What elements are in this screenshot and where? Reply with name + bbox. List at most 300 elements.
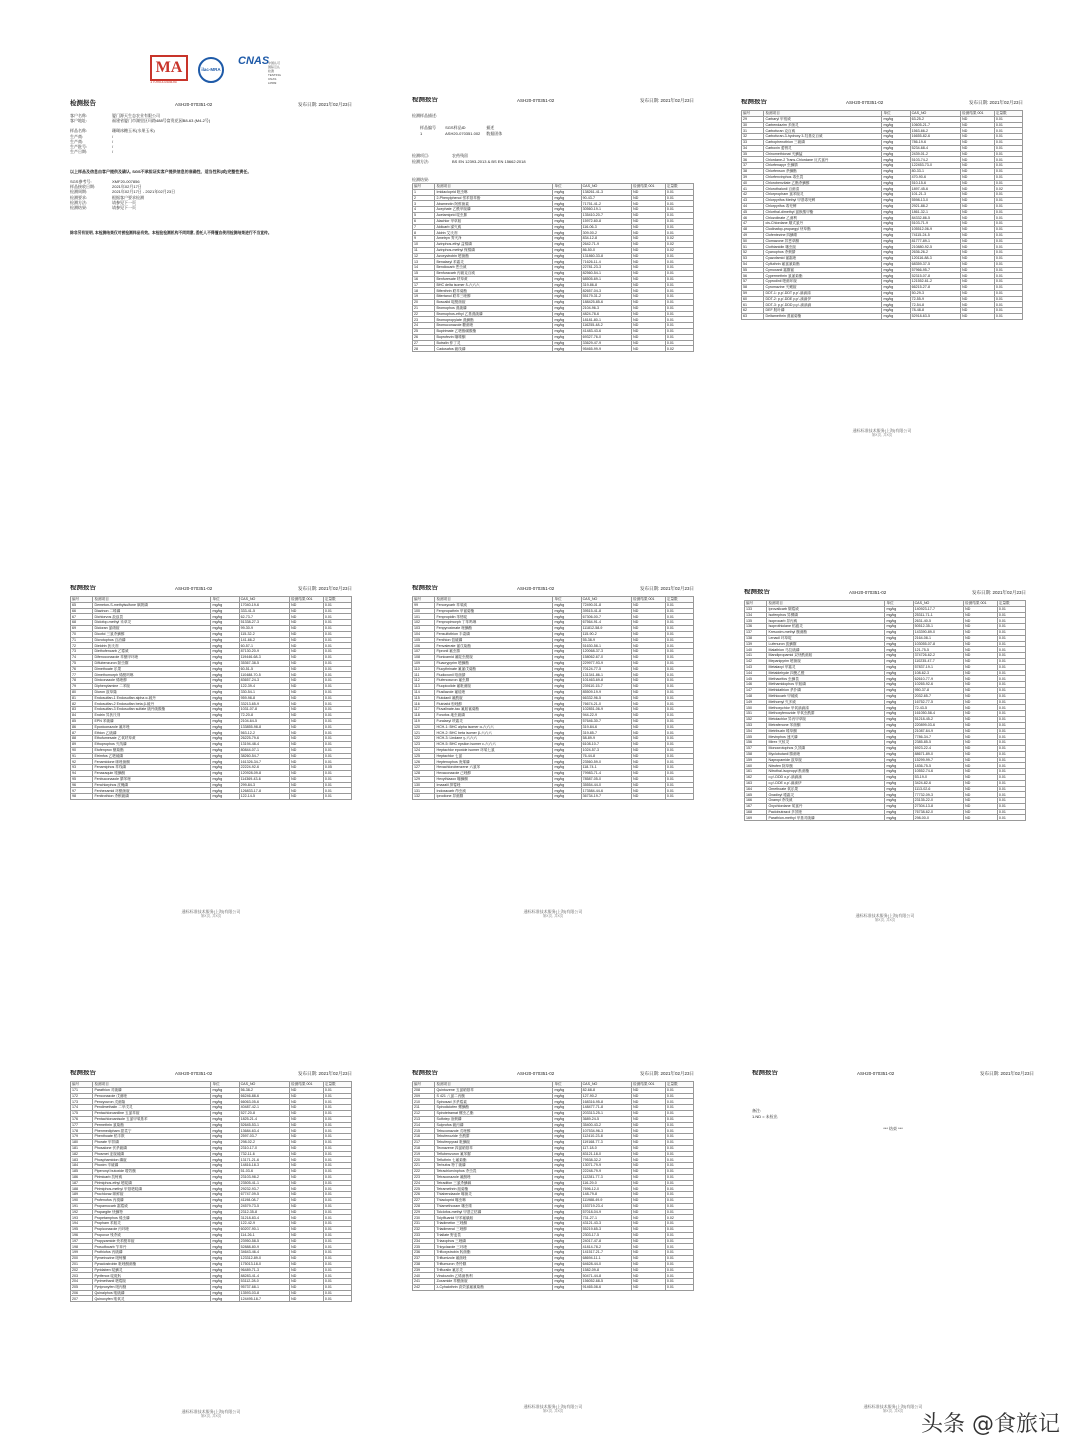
table-cell: 58-89-9 <box>581 736 632 742</box>
table-cell: 0.01 <box>665 1261 693 1267</box>
page-header <box>70 585 352 595</box>
table-cell: mg/kg <box>882 284 910 290</box>
table-cell: ND <box>964 624 998 630</box>
table-cell: Quinalphos 喹硫磷 <box>93 1290 211 1296</box>
source-watermark: 头条 @食旅记 <box>921 1412 1060 1437</box>
table-cell: 0.02 <box>665 241 693 247</box>
table-cell: 21087-64-9 <box>913 728 964 734</box>
table-cell: mg/kg <box>211 730 239 736</box>
table-cell: Tetradifon 三氯杀螨砜 <box>435 1180 553 1186</box>
table-cell: Triflumuron 杀铃脲 <box>435 1261 553 1267</box>
table-cell: ND <box>632 1250 666 1256</box>
table-cell: 19 <box>413 294 435 300</box>
table-cell: 4824-78-6 <box>581 311 632 317</box>
table-cell: 62-73-7 <box>239 614 290 620</box>
table-cell: Fenpropimorph 丁苯吗啉 <box>435 620 553 626</box>
table-cell: mg/kg <box>211 1221 239 1227</box>
table-cell: 79 <box>71 683 93 689</box>
table-cell: 48 <box>742 226 764 232</box>
table-cell: Fludioxonil 咯菌腈 <box>435 672 553 678</box>
table-cell: 150 <box>745 705 767 711</box>
table-cell: ND <box>290 672 324 678</box>
table-cell: ND <box>290 660 324 666</box>
table-cell: ND <box>964 774 998 780</box>
page-footer: 通标标准技术服务(上海)有限公司 <box>523 1404 583 1409</box>
table-cell: 169 <box>745 815 767 821</box>
table-cell: Clothianidin 噻虫胺 <box>764 244 882 250</box>
table-cell: Metrafenone 苯菌酮 <box>767 722 885 728</box>
table-cell: 71 <box>71 637 93 643</box>
table-cell: 0.01 <box>665 1209 693 1215</box>
table-cell: ND <box>632 1163 666 1169</box>
table-cell: 66332-96-5 <box>581 695 632 701</box>
table-cell: ND <box>961 128 995 134</box>
table-cell: 0.01 <box>323 753 351 759</box>
table-cell: 198 <box>71 1244 93 1250</box>
table-cell: ND <box>961 221 995 227</box>
table-cell: 106 <box>413 643 435 649</box>
table-cell: Iprodione 异菌脲 <box>435 794 553 800</box>
table-cell: ND <box>632 770 666 776</box>
table-cell: mg/kg <box>211 1145 239 1151</box>
column-header: CAS_NO <box>581 597 632 603</box>
table-cell: mg/kg <box>882 221 910 227</box>
table-cell: ND <box>290 1174 324 1180</box>
table-cell: 87130-20-9 <box>239 649 290 655</box>
table-cell: 0.01 <box>323 1273 351 1279</box>
column-header: CAS_NO <box>239 1082 290 1088</box>
table-cell: mg/kg <box>553 794 581 800</box>
table-cell: ND <box>632 1209 666 1215</box>
table-cell: 1825-21-4 <box>239 1116 290 1122</box>
table-cell: 25311-71-1 <box>913 612 964 618</box>
table-cell: 510-15-6 <box>910 180 961 186</box>
sample-cell: 数据固体 <box>486 131 503 136</box>
table-cell: Mepanipyrim 嘧菌胺 <box>767 658 885 664</box>
table-cell: 34 <box>742 145 764 151</box>
table-cell: mg/kg <box>553 346 581 352</box>
cnas-sub-line: CNAS L0599 <box>268 77 277 85</box>
table-cell: mg/kg <box>553 712 581 718</box>
table-cell: 0.01 <box>665 747 693 753</box>
table-cell: Pentachloroanisole 五氯甲氧基苯 <box>93 1116 211 1122</box>
table-cell: 0.01 <box>323 1267 351 1273</box>
table-cell: 215 <box>413 1128 435 1134</box>
table-cell: Flucythrinate 氟氰戊菊酯 <box>435 666 553 672</box>
table-cell: 0.01 <box>665 1163 693 1169</box>
table-cell: Permethrin 氯菊酯 <box>93 1122 211 1128</box>
table-cell: Bromophos 溴硫磷 <box>435 305 553 311</box>
table-cell: mg/kg <box>553 1279 581 1285</box>
report-number: ASH20-070351-02 <box>175 1071 213 1076</box>
table-cell: ND <box>964 792 998 798</box>
sample-cell: 1 <box>420 131 423 136</box>
table-cell: 142 <box>745 658 767 664</box>
table-cell: 0.01 <box>665 678 693 684</box>
table-cell: Methoxychlor 甲氧滴滴涕 <box>767 705 885 711</box>
table-cell: ND <box>632 683 666 689</box>
client-info <box>70 113 352 154</box>
table-cell: 51-03-6 <box>239 1168 290 1174</box>
table-cell: ND <box>632 741 666 747</box>
table-cell: 74 <box>71 654 93 660</box>
table-cell: 50-29-3 <box>910 290 961 296</box>
table-cell: 71751-41-2 <box>581 201 632 207</box>
table-cell: 153 <box>745 722 767 728</box>
table-cell: 0.01 <box>665 625 693 631</box>
table-cell: 0.01 <box>994 139 1022 145</box>
table-cell: 160 <box>745 763 767 769</box>
report-number: ASH20-070351-02 <box>517 586 555 591</box>
table-cell: 143 <box>745 664 767 670</box>
table-cell: ND <box>290 776 324 782</box>
table-cell: 786-19-6 <box>910 139 961 145</box>
table-cell: mg/kg <box>211 620 239 626</box>
table-cell: ND <box>290 747 324 753</box>
table-cell: 34643-46-4 <box>239 1250 290 1256</box>
table-cell: Kresoxim-methyl 醚菌酯 <box>767 629 885 635</box>
table-cell: BHC delta isomer δ-六六六 <box>435 282 553 288</box>
report-title: 检测报告 <box>412 97 438 103</box>
table-cell: 199 <box>71 1250 93 1256</box>
table-cell: 0.01 <box>665 741 693 747</box>
table-cell: 110235-47-7 <box>913 658 964 664</box>
table-cell: 239110-15-7 <box>581 683 632 689</box>
table-cell: 220 <box>413 1157 435 1163</box>
table-cell: 0.01 <box>323 1093 351 1099</box>
table-cell: mg/kg <box>211 1139 239 1145</box>
table-cell: Fenhexamid 环酰菌胺 <box>93 788 211 794</box>
report-title: 检测报告 <box>744 589 770 595</box>
table-cell: 1563-66-2 <box>910 128 961 134</box>
table-cell: 0.01 <box>323 602 351 608</box>
table-cell: 24 <box>413 323 435 329</box>
table-cell: 57 <box>742 279 764 285</box>
table-cell: 121552-61-2 <box>910 279 961 285</box>
table-cell: Hexythiazox 噻螨酮 <box>435 776 553 782</box>
table-cell: 13171-21-6 <box>239 1157 290 1163</box>
page-number: 第X页, 共X页 <box>871 433 893 437</box>
table-cell: 2642-71-9 <box>581 241 632 247</box>
report-date: 发布日期: 2021年02月23日 <box>297 586 352 591</box>
table-cell: ND <box>290 1238 324 1244</box>
table-cell: 76674-21-0 <box>581 701 632 707</box>
table-cell: 0.01 <box>997 780 1025 786</box>
table-cell: 130 <box>413 782 435 788</box>
table-cell: 2032-65-7 <box>913 693 964 699</box>
table-cell: ND <box>961 290 995 296</box>
table-cell: Isofenphos 异柳磷 <box>767 612 885 618</box>
table-cell: ND <box>961 267 995 273</box>
table-cell: Fluvalinate-tau 氟胺氰菊酯 <box>435 707 553 713</box>
table-cell: 0.01 <box>997 716 1025 722</box>
table-cell: mg/kg <box>553 1134 581 1140</box>
table-cell: ND <box>290 1296 324 1302</box>
table-cell: 944-22-9 <box>581 712 632 718</box>
table-cell: 470-90-6 <box>910 174 961 180</box>
table-cell: ND <box>964 606 998 612</box>
table-cell: ND <box>964 798 998 804</box>
table-cell: 0.01 <box>994 308 1022 314</box>
table-cell: 235 <box>413 1244 435 1250</box>
table-cell: mg/kg <box>553 759 581 765</box>
table-cell: 78 <box>71 678 93 684</box>
table-cell: 0.01 <box>994 157 1022 163</box>
column-header: 检测结果 001 <box>632 184 666 190</box>
table-cell: 231 <box>413 1221 435 1227</box>
table-cell: Acephate 乙酰甲胺磷 <box>435 207 553 213</box>
table-cell: Epoxiconazole 氟环唑 <box>93 724 211 730</box>
table-cell: 85509-19-9 <box>581 689 632 695</box>
table-cell: mg/kg <box>211 765 239 771</box>
table-cell: 62 <box>742 308 764 314</box>
table-cell: 66063-05-6 <box>239 1099 290 1105</box>
cnas-sub-line: 检测 <box>268 69 275 73</box>
table-cell: 0.01 <box>665 195 693 201</box>
table-cell: ND <box>964 769 998 775</box>
report-number: ASH20-070351-02 <box>175 586 213 591</box>
table-cell: 0.01 <box>997 769 1025 775</box>
table-cell: mg/kg <box>553 736 581 742</box>
table-cell: Propamocarb 霜霉威 <box>93 1203 211 1209</box>
table-cell: ND <box>290 1110 324 1116</box>
table-cell: mg/kg <box>553 678 581 684</box>
table-cell: 6 <box>413 218 435 224</box>
table-cell: 0.01 <box>665 608 693 614</box>
table-cell: 89 <box>71 741 93 747</box>
table-cell: λ-Cyhalothrin 高效氯氟氰菊酯 <box>435 1284 553 1290</box>
table-cell: ND <box>632 1192 666 1198</box>
table-cell: mg/kg <box>211 1197 239 1203</box>
table-cell: ND <box>632 346 666 352</box>
table-cell: mg/kg <box>211 1099 239 1105</box>
table-cell: Cypermethrin 氯氰菊酯 <box>764 273 882 279</box>
info-value: 请参见下一页 <box>112 199 136 205</box>
table-cell: 222 <box>413 1168 435 1174</box>
table-cell: Penconazole 戊菌唑 <box>93 1093 211 1099</box>
table-cell: 26 <box>413 334 435 340</box>
table-cell: Pyrifenox 啶斑肟 <box>93 1273 211 1279</box>
table-cell: mg/kg <box>882 134 910 140</box>
table-cell: 0.01 <box>665 718 693 724</box>
table-cell: 0.01 <box>665 189 693 195</box>
table-cell: Cyfluthrin 氟氯氰菊酯 <box>764 261 882 267</box>
table-cell: 79983-71-4 <box>581 770 632 776</box>
info-value: / <box>112 144 114 150</box>
table-cell: 33629-47-9 <box>581 340 632 346</box>
table-cell: 0.01 <box>997 641 1025 647</box>
table-cell: 227 <box>413 1197 435 1203</box>
table-cell: 0.01 <box>665 1273 693 1279</box>
table-cell: mg/kg <box>553 724 581 730</box>
column-header: 单位 <box>882 111 910 117</box>
column-header: 编号 <box>745 601 767 607</box>
table-cell: ND <box>632 1273 666 1279</box>
table-cell: 60207-90-1 <box>239 1226 290 1232</box>
report-number: ASH20-070351-02 <box>175 102 213 107</box>
table-cell: ND <box>632 654 666 660</box>
table-cell: mg/kg <box>885 809 913 815</box>
table-cell: 107 <box>413 649 435 655</box>
table-row <box>71 1296 352 1302</box>
table-cell: Tebufenozide 虫酰肼 <box>435 1134 553 1140</box>
table-cell: 120 <box>413 724 435 730</box>
table-cell: mg/kg <box>553 753 581 759</box>
table-cell: ND <box>964 635 998 641</box>
table-cell: ND <box>290 1232 324 1238</box>
table-cell: 24017-47-8 <box>581 1238 632 1244</box>
report-date: 发布日期: 2021年02月23日 <box>968 100 1023 105</box>
table-cell: mg/kg <box>882 168 910 174</box>
table-cell: 0.01 <box>997 809 1025 815</box>
table-cell: 0.01 <box>997 815 1025 821</box>
page-footer: 通标标准技术服务(上海)有限公司 <box>523 909 583 914</box>
table-cell: Heptachlor epoxide isomer 环氧七氯 <box>435 747 553 753</box>
table-cell: ND <box>632 1128 666 1134</box>
table-cell: ND <box>964 693 998 699</box>
table-cell: 5234-68-4 <box>910 145 961 151</box>
validity-note: 除非另有说明, 本检测结果仅对被检测样品有效。本检验检测机构不同同意, 委托人不得擅自使用检测结果进行不当宣传。 <box>70 231 272 235</box>
table-cell: 197 <box>71 1238 93 1244</box>
table-cell: 159 <box>745 757 767 763</box>
table-cell: ND <box>961 151 995 157</box>
table-cell: mg/kg <box>553 1215 581 1221</box>
table-cell: 138 <box>745 635 767 641</box>
table-cell: 52315-07-8 <box>910 273 961 279</box>
table-cell: 135410-20-7 <box>581 212 632 218</box>
table-cell: ND <box>961 122 995 128</box>
table-cell: mg/kg <box>553 666 581 672</box>
table-cell: mg/kg <box>211 1151 239 1157</box>
table-cell: 0.01 <box>994 151 1022 157</box>
table-cell: 111 <box>413 672 435 678</box>
table-cell: 0.01 <box>665 282 693 288</box>
table-cell: mg/kg <box>885 757 913 763</box>
table-cell: mg/kg <box>211 1284 239 1290</box>
table-cell: 35 <box>742 151 764 157</box>
table-cell: Phenthoate 稻丰散 <box>93 1134 211 1140</box>
table-cell: 0.01 <box>665 695 693 701</box>
table-cell: Ametryn 莠灭净 <box>435 236 553 242</box>
column-header: 检测结果 001 <box>964 601 998 607</box>
table-cell: 58 <box>742 284 764 290</box>
table-cell: Oxychlordane 氧氯丹 <box>767 803 885 809</box>
table-cell: Dimethomorph 烯酰吗啉 <box>93 672 211 678</box>
table-cell: ND <box>964 728 998 734</box>
table-cell: Prothiofos 丙硫磷 <box>93 1250 211 1256</box>
table-cell: 211 <box>413 1105 435 1111</box>
table-cell: ND <box>961 296 995 302</box>
table-cell: mg/kg <box>885 769 913 775</box>
table-cell: 79538-32-2 <box>581 1157 632 1163</box>
table-cell: 0.01 <box>323 712 351 718</box>
table-cell: mg/kg <box>885 670 913 676</box>
table-cell: mg/kg <box>882 122 910 128</box>
table-cell: 0.01 <box>665 276 693 282</box>
table-cell: 0.01 <box>323 1174 351 1180</box>
table-cell: 206 <box>71 1290 93 1296</box>
table-cell: 41483-43-6 <box>581 328 632 334</box>
table-cell: Fenpropathrin 甲氰菊酯 <box>435 608 553 614</box>
table-cell: Ethofumesate 乙氧呋草黄 <box>93 736 211 742</box>
table-cell: 0.01 <box>665 1244 693 1250</box>
table-cell: ND <box>961 197 995 203</box>
table-cell: mg/kg <box>885 751 913 757</box>
report-number: ASH20-070351-02 <box>849 590 887 595</box>
table-cell: 238 <box>413 1261 435 1267</box>
table-cell: ND <box>290 1093 324 1099</box>
table-cell: ND <box>290 1215 324 1221</box>
table-cell: ND <box>961 226 995 232</box>
table-cell: 0.01 <box>665 270 693 276</box>
report-title: 检测报告 <box>741 99 767 105</box>
table-cell: HCH-5: BHC epsilon isomer ε-六六六 <box>435 741 553 747</box>
table-cell: ND <box>290 678 324 684</box>
info-value: XMF20-007856 <box>112 179 140 184</box>
table-cell: 0.02 <box>665 1215 693 1221</box>
table-cell: 116-06-3 <box>581 224 632 230</box>
table-cell: 90 <box>71 747 93 753</box>
table-cell: mg/kg <box>553 1203 581 1209</box>
table-cell: 57646-30-7 <box>581 718 632 724</box>
table-cell: 95737-68-1 <box>239 1284 290 1290</box>
table-cell: Phoxim 辛硫磷 <box>93 1163 211 1169</box>
table-cell: 101463-69-8 <box>581 678 632 684</box>
table-cell: Prochloraz 咪鲜胺 <box>93 1192 211 1198</box>
table-cell: Metaldehyde 四聚乙醛 <box>767 670 885 676</box>
table-cell: mg/kg <box>885 629 913 635</box>
info-key: 检测结果: <box>70 205 88 211</box>
table-cell: ND <box>632 1151 666 1157</box>
table-cell: 111812-58-9 <box>581 625 632 631</box>
table-cell: 0.01 <box>323 689 351 695</box>
table-cell: Cyanophos 杀螟腈 <box>764 250 882 256</box>
table-cell: 0.01 <box>665 294 693 300</box>
table-cell: 0.01 <box>665 1192 693 1198</box>
table-cell: 0.01 <box>994 215 1022 221</box>
table-cell: 216 <box>413 1134 435 1140</box>
table-cell: 192 <box>71 1209 93 1215</box>
table-cell: ND <box>964 740 998 746</box>
table-cell: mg/kg <box>553 1087 581 1093</box>
table-cell: ND <box>290 1192 324 1198</box>
table-cell: ND <box>290 666 324 672</box>
table-cell: mg/kg <box>882 244 910 250</box>
table-cell: Methiocarb 甲硫威 <box>767 693 885 699</box>
table-cell: 17 <box>413 282 435 288</box>
table-cell: 184 <box>71 1163 93 1169</box>
table-cell: 53 <box>742 255 764 261</box>
info-value: / <box>112 138 114 144</box>
table-cell: 191 <box>71 1203 93 1209</box>
table-cell: 124495-18-7 <box>239 1296 290 1302</box>
results-table <box>412 596 694 800</box>
table-cell: 109 <box>413 660 435 666</box>
table-cell: ND <box>632 1238 666 1244</box>
table-cell: 0.01 <box>323 736 351 742</box>
table-cell: 148477-71-8 <box>581 1105 632 1111</box>
table-cell: 229977-93-9 <box>581 660 632 666</box>
table-cell: 77 <box>71 672 93 678</box>
table-cell: ND <box>964 780 998 786</box>
table-cell: 181 <box>71 1145 93 1151</box>
table-cell: 135 <box>745 618 767 624</box>
table-cell: ND <box>964 722 998 728</box>
report-title: 检测报告 <box>70 585 96 591</box>
table-cell: ND <box>290 1163 324 1169</box>
table-cell: ND <box>632 1087 666 1093</box>
table-cell: mg/kg <box>553 265 581 271</box>
